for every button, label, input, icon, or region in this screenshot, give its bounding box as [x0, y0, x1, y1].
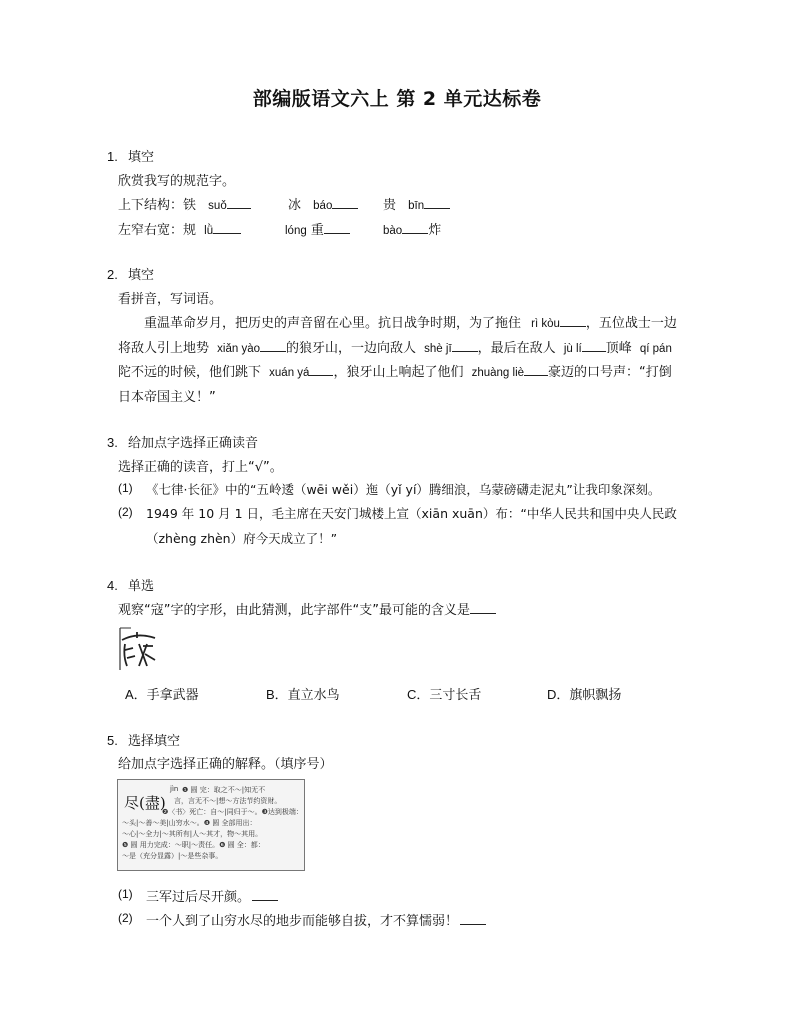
answer-blank[interactable]	[524, 363, 548, 376]
question-2-header	[107, 264, 154, 283]
option-key: A．	[125, 687, 147, 702]
answer-blank[interactable]	[252, 888, 278, 901]
row-label: 左窄右宽：	[118, 223, 184, 238]
pinyin: bào	[383, 225, 403, 237]
passage-text: ，五位战士一边	[585, 316, 677, 331]
pinyin: xiǎn yào	[217, 343, 260, 355]
option-text: 手拿武器	[146, 688, 199, 703]
passage-text: 重温革命岁月，把历史的声音留在心里。抗日战争时期，为了拖住	[144, 316, 522, 331]
passage-text: 的狼牙山，一边向敌人	[286, 341, 417, 356]
dict-line: 言，言无不～|想～方法节约资财。	[174, 797, 282, 805]
question-number: 1.	[107, 149, 118, 164]
answer-blank[interactable]	[309, 363, 333, 376]
row-char: 规	[183, 223, 197, 238]
pinyin: rì kòu	[531, 318, 560, 330]
answer-blank[interactable]	[260, 339, 286, 352]
pinyin: suǒ	[208, 200, 227, 212]
pinyin: báo	[313, 200, 333, 212]
pinyin: shè jī	[424, 343, 452, 355]
question-number: 5.	[107, 733, 118, 748]
question-1-header	[107, 146, 154, 165]
dict-line: ❺ 圆 用力完成：～职|～责任。❻ 圆 全：都：	[122, 841, 265, 849]
sub-question-1	[146, 886, 278, 905]
page-title: 部编版语文六上 第 2 单元达标卷	[252, 88, 542, 110]
option-b[interactable]	[266, 684, 340, 703]
question-number: 4.	[107, 578, 118, 593]
q1-row2-item2	[285, 219, 350, 238]
option-c[interactable]	[407, 684, 481, 703]
question-type: 单选	[127, 579, 154, 594]
dict-headword: 尽(盡)	[124, 794, 166, 812]
pinyin: qí pán	[639, 343, 672, 355]
pinyin: lǜ	[204, 225, 214, 237]
option-text: 旗帜飘扬	[569, 688, 622, 703]
answer-blank[interactable]	[470, 601, 496, 614]
row-char: 冰	[288, 198, 302, 213]
question-number: 3.	[107, 435, 118, 450]
passage-line-2	[118, 337, 672, 356]
question-stem: 观察“寇”字的字形，由此猜测，此字部件“支”最可能的含义是	[118, 603, 470, 618]
passage-line-3	[118, 361, 672, 380]
dict-line: ～是（充分显露）|～是些杂事。	[122, 852, 223, 860]
question-3-header	[107, 432, 258, 451]
row-char: 重	[310, 223, 324, 238]
pinyin: xuán yá	[269, 367, 310, 379]
answer-blank[interactable]	[324, 221, 350, 234]
q1-row2-item3	[383, 219, 441, 238]
sub-question-number: (1)	[118, 887, 133, 901]
answer-blank[interactable]	[332, 196, 358, 209]
option-a[interactable]	[125, 684, 199, 703]
question-instruction: 选择正确的读音，打上“√”。	[118, 460, 283, 475]
answer-blank[interactable]	[402, 221, 428, 234]
option-text: 直立水鸟	[287, 688, 340, 703]
answer-blank[interactable]	[213, 221, 241, 234]
sub-question-2	[146, 910, 486, 929]
answer-blank[interactable]	[227, 196, 251, 209]
seal-script-character-image	[117, 626, 161, 674]
question-instruction: 给加点字选择正确的解释。（填序号）	[118, 757, 333, 772]
option-key: B．	[266, 687, 288, 702]
dict-line: ❶ 圆 完：取之不～|知无不	[182, 786, 266, 794]
answer-blank[interactable]	[560, 314, 586, 327]
dict-line: ❷〈书〉死亡：自～|同归于～。❸达到极端：	[162, 808, 303, 816]
sub-question-text: 1949 年 10 月 1 日，毛主席在天安门城楼上宣（xiān xuān）布：“中华人民共和国中央人民政	[146, 506, 677, 521]
row-char: 铁	[183, 198, 197, 213]
dictionary-entry-image	[117, 779, 305, 871]
question-instruction: 欣赏我写的规范字。	[118, 174, 236, 189]
sub-question-text: 《七律·长征》中的“五岭逶（wēi wěi）迤（yǐ yí）腾细浪，乌蒙磅礴走泥丸”让我印象深刻。	[146, 482, 661, 497]
sub-question-number: (1)	[118, 481, 133, 495]
q1-row1-item3	[383, 194, 450, 213]
question-4-header	[107, 575, 154, 594]
answer-blank[interactable]	[582, 339, 606, 352]
passage-text: 将敌人引上地势	[118, 341, 210, 356]
answer-blank[interactable]	[460, 912, 486, 925]
dict-line: ～心|～全力|～其所有|人～其才，物～其用。	[122, 830, 263, 838]
option-key: C．	[407, 687, 430, 702]
sub-question-number: (2)	[118, 911, 133, 925]
sub-question-text-cont: （zhèng zhèn）府今天成立了！”	[146, 531, 338, 546]
question-type: 填空	[127, 268, 154, 283]
question-number: 2.	[107, 267, 118, 282]
dict-line: ～头|～善～美|山穷水～。❹ 圆 全部用出：	[122, 819, 257, 827]
passage-text: 陀不远的时候，他们跳下	[118, 365, 262, 380]
question-type: 选择填空	[127, 734, 180, 749]
dict-pinyin: jìn	[170, 785, 179, 793]
passage-text: 顶峰	[605, 341, 632, 356]
q1-row1	[118, 194, 251, 213]
pinyin: lóng	[285, 225, 307, 237]
option-key: D．	[547, 687, 570, 702]
question-type: 给加点字选择正确读音	[127, 436, 258, 451]
pinyin: zhuàng liè	[471, 367, 525, 379]
sub-question-text: 一个人到了山穷水尽的地步而能够自拔，才不算懦弱！	[146, 914, 459, 929]
row-label: 上下结构：	[118, 198, 184, 213]
passage-text: ，狼牙山上响起了他们	[333, 365, 464, 380]
option-text: 三寸长舌	[429, 688, 482, 703]
question-5-header	[107, 730, 180, 749]
pinyin: jù lí	[563, 343, 582, 355]
pinyin: bīn	[408, 200, 425, 212]
passage-line-4: 日本帝国主义！”	[118, 390, 216, 405]
sub-question-text: 三军过后尽开颜。	[146, 890, 251, 905]
passage-text: ，最后在敌人	[477, 341, 556, 356]
sub-question-number: (2)	[118, 505, 133, 519]
passage-line-1	[144, 312, 677, 331]
option-d[interactable]	[547, 684, 621, 703]
row-char: 炸	[428, 223, 442, 238]
q1-row2	[118, 219, 241, 238]
question-instruction: 看拼音，写词语。	[118, 292, 223, 307]
passage-text: 豪迈的口号声：“打倒	[548, 365, 672, 380]
answer-blank[interactable]	[452, 339, 478, 352]
question-type: 填空	[127, 150, 154, 165]
row-char: 贵	[383, 198, 397, 213]
answer-blank[interactable]	[424, 196, 450, 209]
q1-row1-item2	[288, 194, 358, 213]
question-text	[118, 599, 496, 618]
